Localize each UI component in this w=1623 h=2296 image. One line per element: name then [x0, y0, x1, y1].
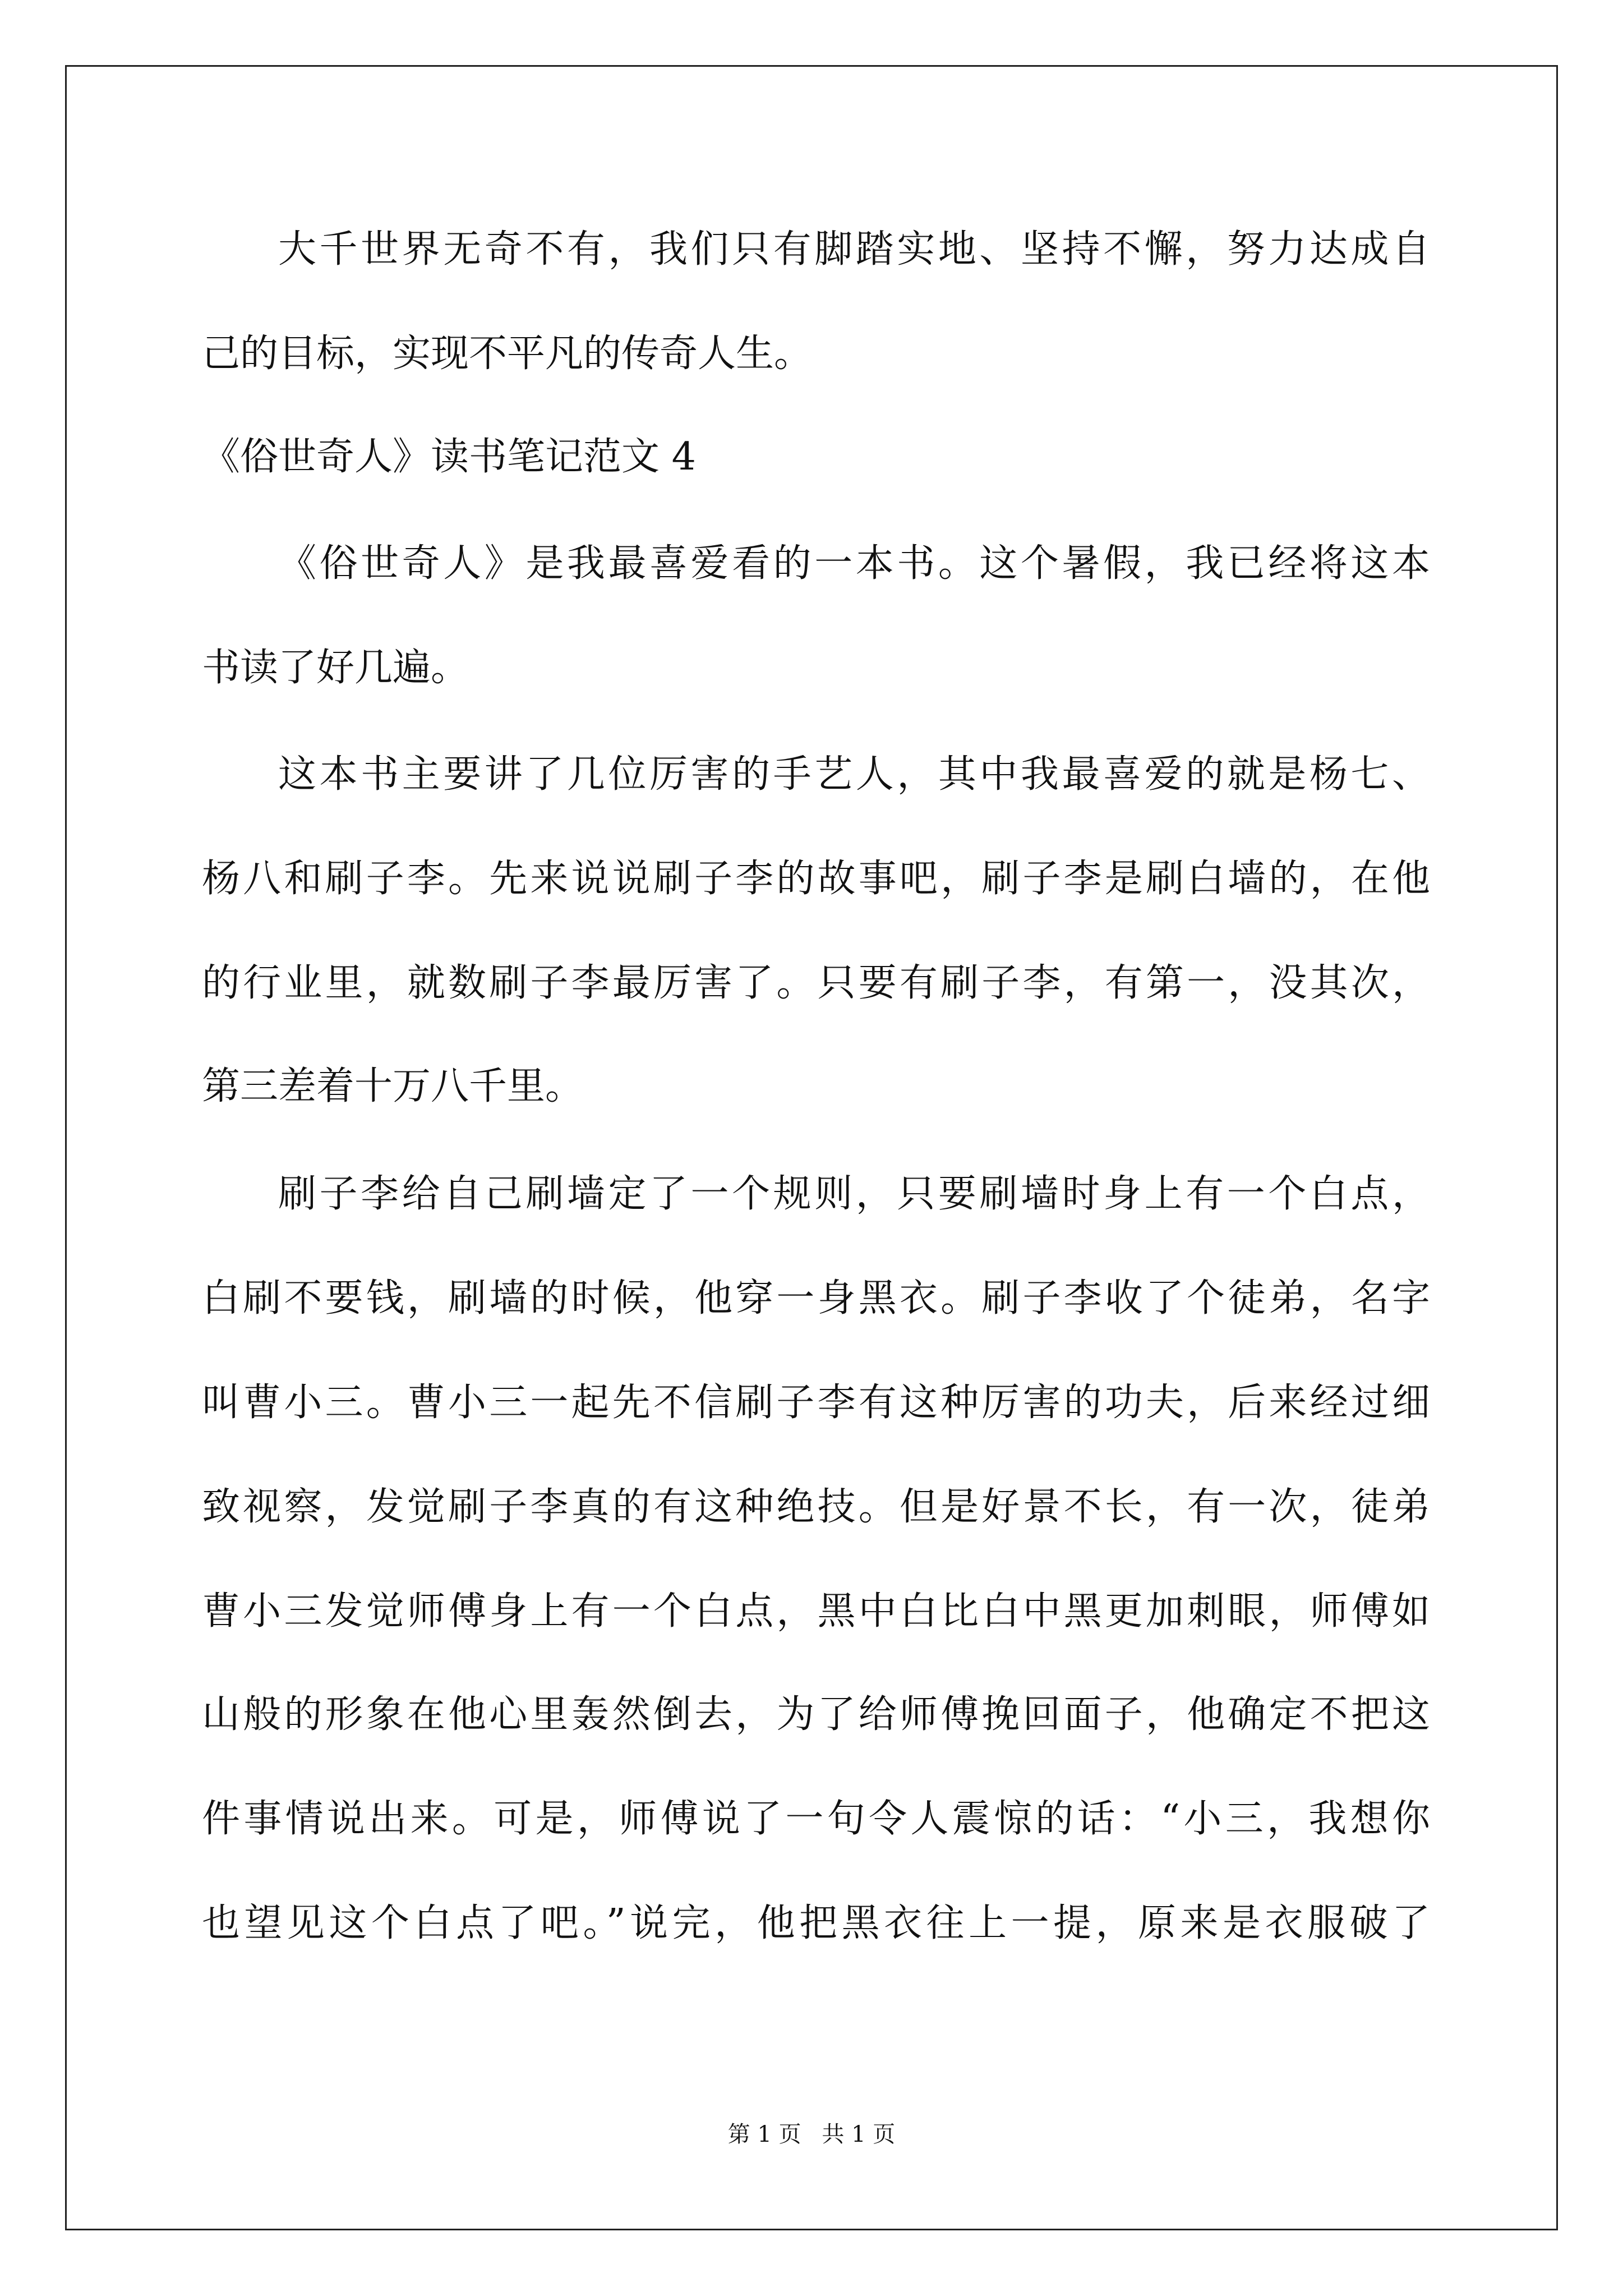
paragraph-line: 件事情说出来。可是，师傅说了一句令人震惊的话：“小三，我想你	[202, 1797, 1430, 1841]
paragraph-line: 书读了好几遍。	[202, 646, 469, 690]
paragraph-line: 曹小三发觉师傅身上有一个白点，黑中白比白中黑更加刺眼，师傅如	[202, 1589, 1430, 1634]
page-number-current: 第 1 页	[727, 2122, 801, 2147]
paragraph-line: 白刷不要钱，刷墙的时候，他穿一身黑衣。刷子李收了个徒弟，名字	[202, 1276, 1430, 1320]
paragraph-line: 致视察，发觉刷子李真的有这种绝技。但是好景不长，有一次，徒弟	[202, 1485, 1430, 1529]
paragraph-line: 这本书主要讲了几位厉害的手艺人，其中我最喜爱的就是杨七、	[278, 752, 1430, 797]
paragraph-line: 也望见这个白点了吧。”说完，他把黑衣往上一提，原来是衣服破了	[202, 1901, 1430, 1945]
paragraph-line: 刷子李给自己刷墙定了一个规则，只要刷墙时身上有一个白点，	[278, 1172, 1430, 1216]
paragraph-line: 己的目标，实现不平凡的传奇人生。	[202, 332, 813, 376]
paragraph-line: 《俗世奇人》是我最喜爱看的一本书。这个暑假，我已经将这本	[278, 541, 1430, 586]
paragraph-line: 第三差着十万八千里。	[202, 1064, 584, 1108]
paragraph-line: 山般的形象在他心里轰然倒去，为了给师傅挽回面子，他确定不把这	[202, 1692, 1430, 1737]
paragraph-line: 的行业里，就数刷子李最厉害了。只要有刷子李，有第一，没其次，	[202, 961, 1430, 1005]
paragraph-line: 杨八和刷子李。先来说说刷子李的故事吧，刷子李是刷白墙的，在他	[202, 857, 1430, 901]
paragraph-line: 叫曹小三。曹小三一起先不信刷子李有这种厉害的功夫，后来经过细	[202, 1381, 1430, 1425]
paragraph-line: 大千世界无奇不有，我们只有脚踏实地、坚持不懈，努力达成自	[278, 227, 1430, 272]
page-number-total: 共 1 页	[822, 2122, 896, 2147]
section-heading: 《俗世奇人》读书笔记范文 4	[202, 435, 696, 479]
page-footer	[0, 2120, 1623, 2148]
